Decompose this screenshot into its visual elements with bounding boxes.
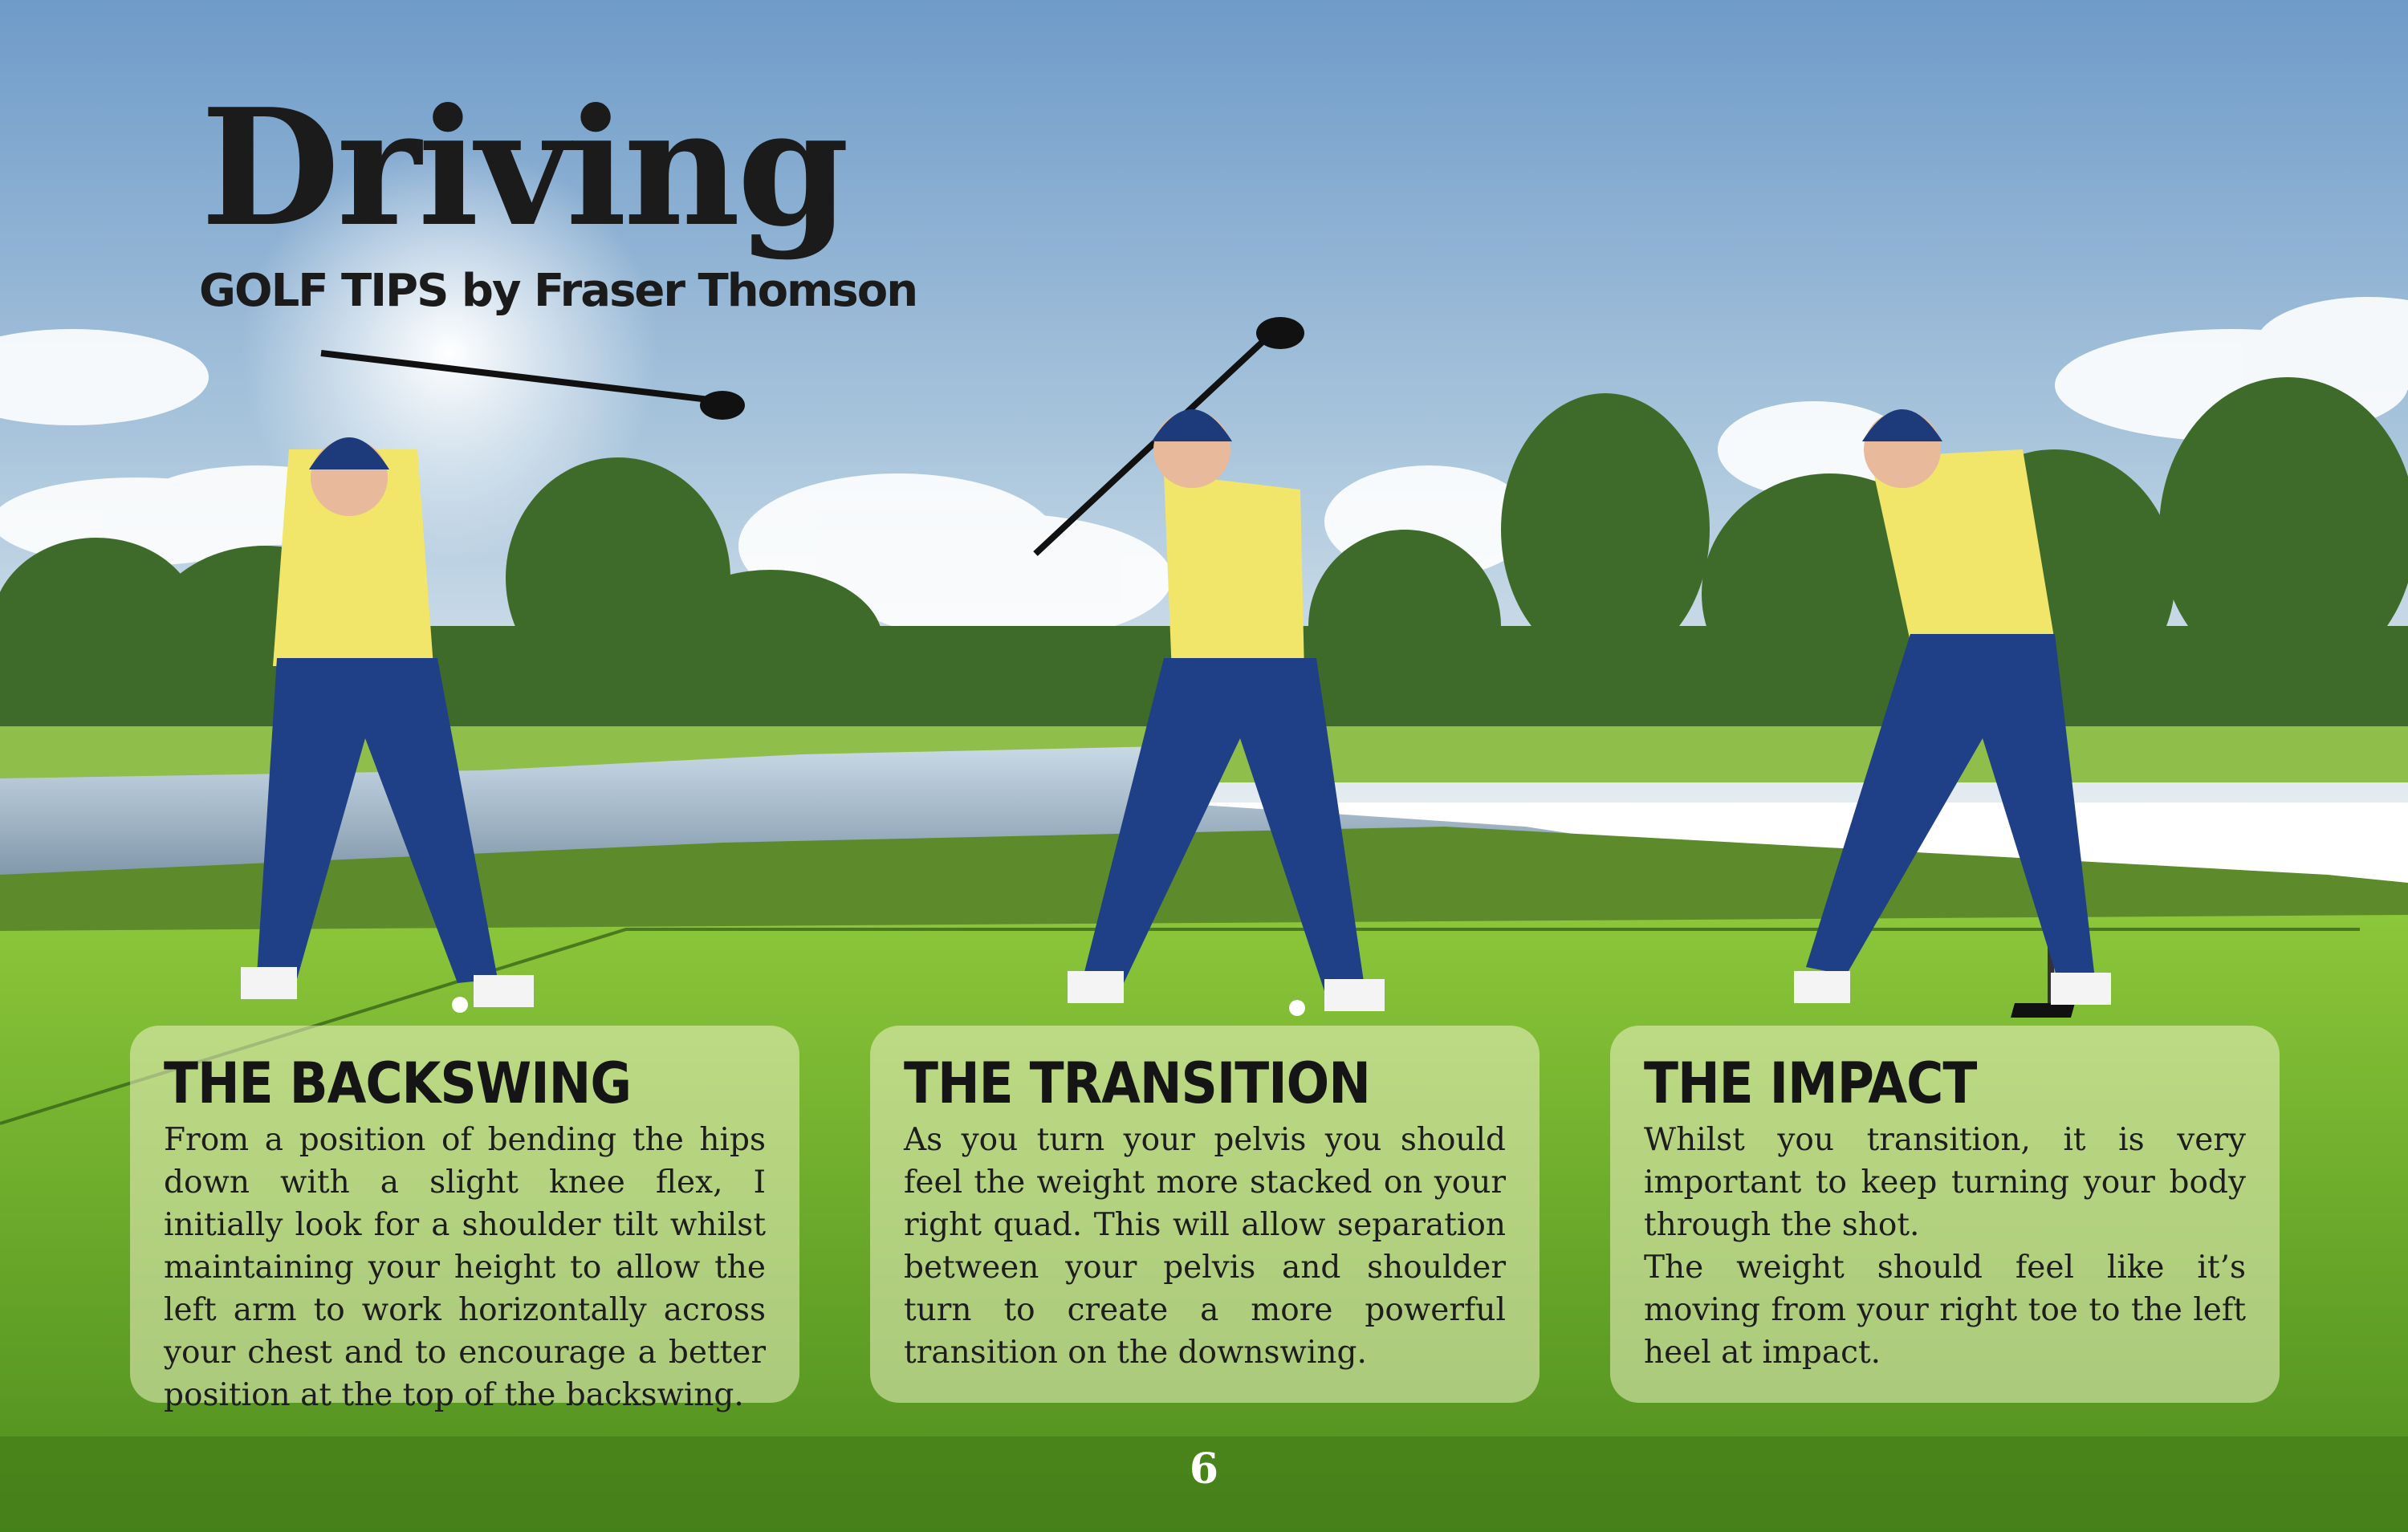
- page-number: 6: [1189, 1445, 1219, 1493]
- tip-card-impact: [1610, 1026, 2280, 1403]
- tip-heading: THE BACKSWING: [164, 1050, 631, 1116]
- page-title: Driving: [201, 74, 847, 262]
- tip-heading: THE TRANSITION: [904, 1050, 1370, 1116]
- tip-body: As you turn your pelvis you should feel the weight more stacked on your right quad. This will allow separation between your pelvis and shoulder turn to create a more powerful transition on the downswing.: [904, 1121, 1506, 1371]
- tip-card-transition: [870, 1026, 1540, 1403]
- tip-body: Whilst you transition, it is very important to keep turning your body through the shot. The weight should feel like it’s moving from your right toe to the left heel at impact.: [1644, 1121, 2246, 1371]
- page-subtitle: GOLF TIPS by Fraser Thomson: [199, 265, 917, 317]
- tip-heading: THE IMPACT: [1644, 1050, 1977, 1116]
- tip-card-backswing: [130, 1026, 799, 1413]
- tip-body: From a position of bending the hips down with a slight knee flex, I initially look for a shoulder tilt whilst maintaining your height to allow the left arm to work horizontally across your chest and to encourage a better position at the top of the backswing.: [164, 1121, 766, 1413]
